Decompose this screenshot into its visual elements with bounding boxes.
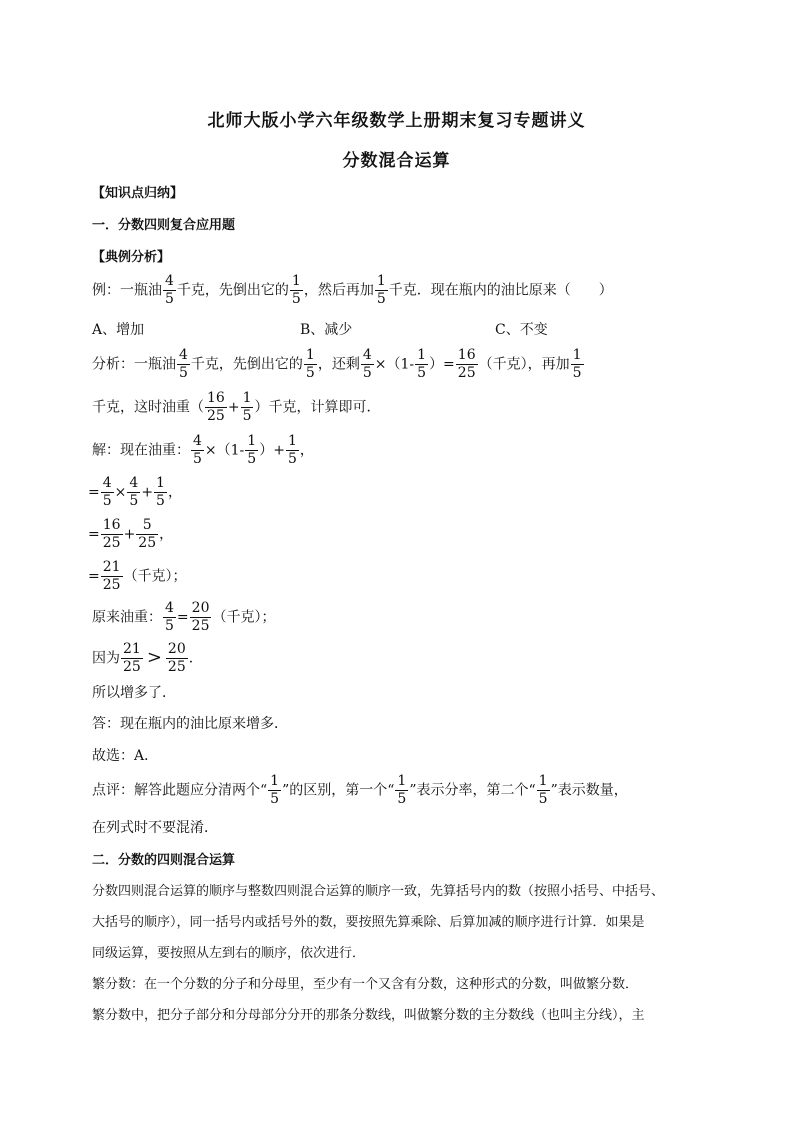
- comparison-line: 因为 $\frac{21}{25}$ > $\frac{20}{25}$ ．: [92, 641, 203, 675]
- section-knowledge: 【知识点归纳】: [92, 186, 184, 201]
- paragraph-line-3: 同级运算，要按照从左到右的顺序，依次进行．: [92, 946, 366, 961]
- page-subtitle: 分数混合运算: [342, 151, 451, 171]
- fraction-4-5: $\frac{4}{5}$: [362, 347, 372, 381]
- fraction-16-25: $\frac{16}{25}$: [207, 390, 225, 424]
- section-example: 【典例分析】: [92, 250, 171, 265]
- conclusion-line: 所以增多了．: [92, 685, 176, 701]
- fraction-1-5: $\frac{1}{5}$: [376, 273, 386, 307]
- original-weight-line: 原来油重： $\frac{4}{5}$ = $\frac{20}{25}$ （千克）；: [92, 600, 276, 634]
- fraction-1-5: $\frac{1}{5}$: [305, 347, 315, 381]
- paragraph-line-4: 繁分数：在一个分数的分子和分母里，至少有一个又含有分数，这种形式的分数，叫做繁分数．: [92, 977, 639, 992]
- fraction-1-5: $\frac{1}{5}$: [242, 390, 252, 424]
- fraction-1-5: $\frac{1}{5}$: [247, 433, 257, 467]
- fraction-1-5: $\frac{1}{5}$: [156, 475, 165, 509]
- fraction-1-5: $\frac{1}{5}$: [417, 347, 427, 381]
- comment-line-2: 在列式时不要混淆．: [92, 820, 218, 836]
- solution-line-2: = $\frac{4}{5}$ × $\frac{4}{5}$ + $\frac{1}{5}$ ，: [88, 475, 182, 509]
- fraction-1-5: $\frac{1}{5}$: [291, 273, 301, 307]
- page-title: 北师大版小学六年级数学上册期末复习专题讲义: [207, 111, 586, 131]
- paragraph-line-2: 大括号的顺序），同一括号内或括号外的数，要按照先算乘除、后算加减的顺序进行计算．如果是: [92, 915, 645, 930]
- fraction-16-25: $\frac{16}{25}$: [457, 347, 476, 381]
- fraction-4-5: $\frac{4}{5}$: [165, 600, 174, 634]
- fraction-4-5: $\frac{4}{5}$: [193, 433, 202, 467]
- example-question: 例：一瓶油 $\frac{4}{5}$ 千克，先倒出它的 $\frac{1}{5}$ ，然后再加 $\frac{1}{5}$ 千克．现在瓶内的油比原来（ ）: [92, 273, 613, 307]
- fraction-4-5: $\frac{4}{5}$: [179, 347, 188, 381]
- fraction-16-25: $\frac{16}{25}$: [102, 517, 121, 551]
- analysis-line-1: 分析：一瓶油 $\frac{4}{5}$ 千克，先倒出它的 $\frac{1}{5}$ ，还剩 $\frac{4}{5}$ ×（1- $\frac{1}{5}$ ）= $\frac{16}{25}$ （千克），再加 $\frac{1}{5}$: [92, 347, 582, 381]
- option-b: B、减少: [300, 322, 353, 338]
- fraction-21-25: $\frac{21}{25}$: [123, 641, 141, 675]
- fraction-21-25: $\frac{21}{25}$: [102, 559, 121, 593]
- choice-line: 故选：A．: [92, 748, 159, 764]
- paragraph-line-5: 繁分数中，把分子部分和分母部分分开的那条分数线，叫做繁分数的主分数线（也叫主分线），主: [92, 1008, 645, 1023]
- solution-line-3: = $\frac{16}{25}$ + $\frac{5}{25}$ ，: [88, 517, 174, 551]
- fraction-5-25: $\frac{5}{25}$: [138, 517, 157, 551]
- section-heading-2: 二．分数的四则混合运算: [92, 853, 236, 868]
- option-a: A、增加: [92, 322, 145, 338]
- fraction-4-5: $\frac{4}{5}$: [165, 273, 174, 307]
- solution-line-1: 解：现在油重： $\frac{4}{5}$ ×（1- $\frac{1}{5}$ ）+ $\frac{1}{5}$ ，: [92, 433, 314, 467]
- fraction-20-25: $\frac{20}{25}$: [167, 641, 186, 675]
- fraction-4-5: $\frac{4}{5}$: [129, 475, 139, 509]
- analysis-line-2: 千克，这时油重（ $\frac{16}{25}$ + $\frac{1}{5}$ ）千克，计算即可．: [92, 390, 381, 424]
- fraction-4-5: $\frac{4}{5}$: [102, 475, 112, 509]
- fraction-1-5: $\frac{1}{5}$: [572, 347, 582, 381]
- paragraph-line-1: 分数四则混合运算的顺序与整数四则混合运算的顺序一致，先算括号内的数（按照小括号、中括号、: [92, 884, 665, 899]
- answer-line: 答：现在瓶内的油比原来增多．: [92, 716, 288, 732]
- option-c: C、不变: [495, 322, 548, 338]
- fraction-20-25: $\frac{20}{25}$: [191, 600, 210, 634]
- fraction-1-5: $\frac{1}{5}$: [538, 773, 548, 807]
- solution-line-4: = $\frac{21}{25}$ （千克）；: [88, 559, 187, 593]
- fraction-1-5: $\frac{1}{5}$: [270, 773, 280, 807]
- fraction-1-5: $\frac{1}{5}$: [397, 773, 407, 807]
- section-heading-1: 一．分数四则复合应用题: [92, 218, 236, 233]
- fraction-1-5: $\frac{1}{5}$: [287, 433, 297, 467]
- comment-line-1: 点评：解答此题应分清两个“ $\frac{1}{5}$ ”的区别，第一个“ $\frac{1}{5}$ ”表示分率，第二个“ $\frac{1}{5}$ ”表示数量，: [92, 773, 628, 807]
